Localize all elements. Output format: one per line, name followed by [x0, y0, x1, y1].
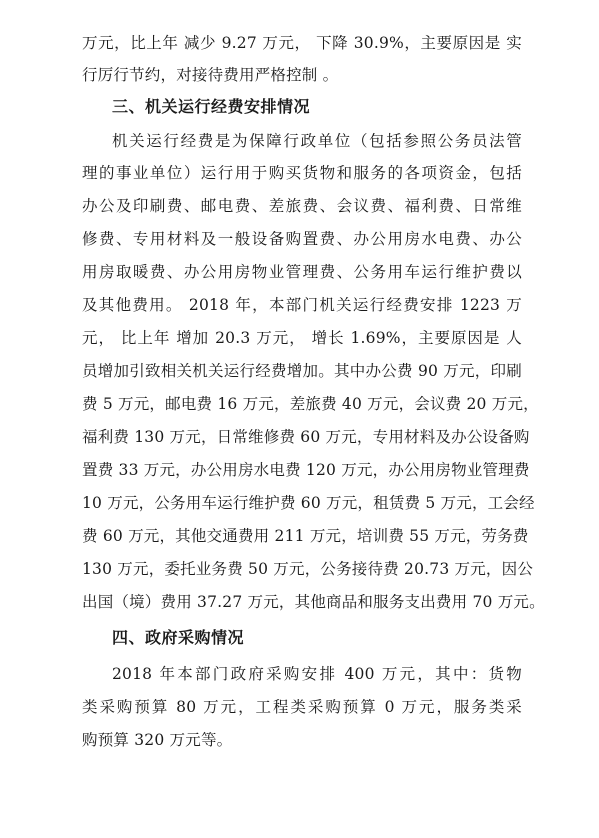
text-line: 10 万元，公务用车运行维护费 60 万元，租赁费 5 万元，工会经 [82, 494, 535, 512]
text-line: 费 60 万元，其他交通费用 211 万元，培训费 55 万元，劳务费 [82, 527, 529, 545]
text-line: 元， 比上年 增加 20.3 万元， 增长 1.69%，主要原因是 人 [82, 329, 522, 347]
text-line: 办公及印刷费、邮电费、差旅费、会议费、福利费、日常维 [82, 197, 522, 215]
text-line: 理的事业单位）运行用于购买货物和服务的各项资金，包括 [82, 164, 522, 182]
section-heading-4: 四、政府采购情况 [112, 628, 245, 647]
text-line: 130 万元，委托业务费 50 万元，公务接待费 20.73 万元，因公 [82, 560, 534, 578]
text-line: 修费、专用材料及一般设备购置费、办公用房水电费、办公 [82, 230, 522, 248]
text-line: 置费 33 万元，办公用房水电费 120 万元，办公用房物业管理费 [82, 461, 530, 479]
text-line: 出国（境）费用 37.27 万元，其他商品和服务支出费用 70 万元。 [82, 593, 545, 611]
section-heading-3: 三、机关运行经费安排情况 [112, 97, 311, 116]
text-line: 员增加引致相关机关运行经费增加。其中办公费 90 万元，印刷 [82, 362, 522, 380]
text-line: 费 5 万元，邮电费 16 万元，差旅费 40 万元，会议费 20 万元， [82, 395, 539, 413]
text-line: 及其他费用。 2018 年，本部门机关运行经费安排 1223 万 [82, 296, 522, 314]
text-line: 2018 年本部门政府采购安排 400 万元，其中：货物 [112, 665, 522, 683]
text-line: 类采购预算 80 万元，工程类采购预算 0 万元，服务类采 [82, 698, 522, 716]
text-line: 购预算 320 万元等。 [82, 731, 233, 749]
text-line: 万元，比上年 减少 9.27 万元， 下降 30.9%，主要原因是 实 [82, 34, 522, 52]
text-line: 用房取暖费、办公用房物业管理费、公务用车运行维护费以 [82, 263, 522, 281]
text-line: 行厉行节约，对接待费用严格控制 。 [82, 66, 339, 84]
text-line: 福利费 130 万元，日常维修费 60 万元，专用材料及办公设备购 [82, 428, 530, 446]
text-line: 机关运行经费是为保障行政单位（包括参照公务员法管 [112, 132, 522, 150]
